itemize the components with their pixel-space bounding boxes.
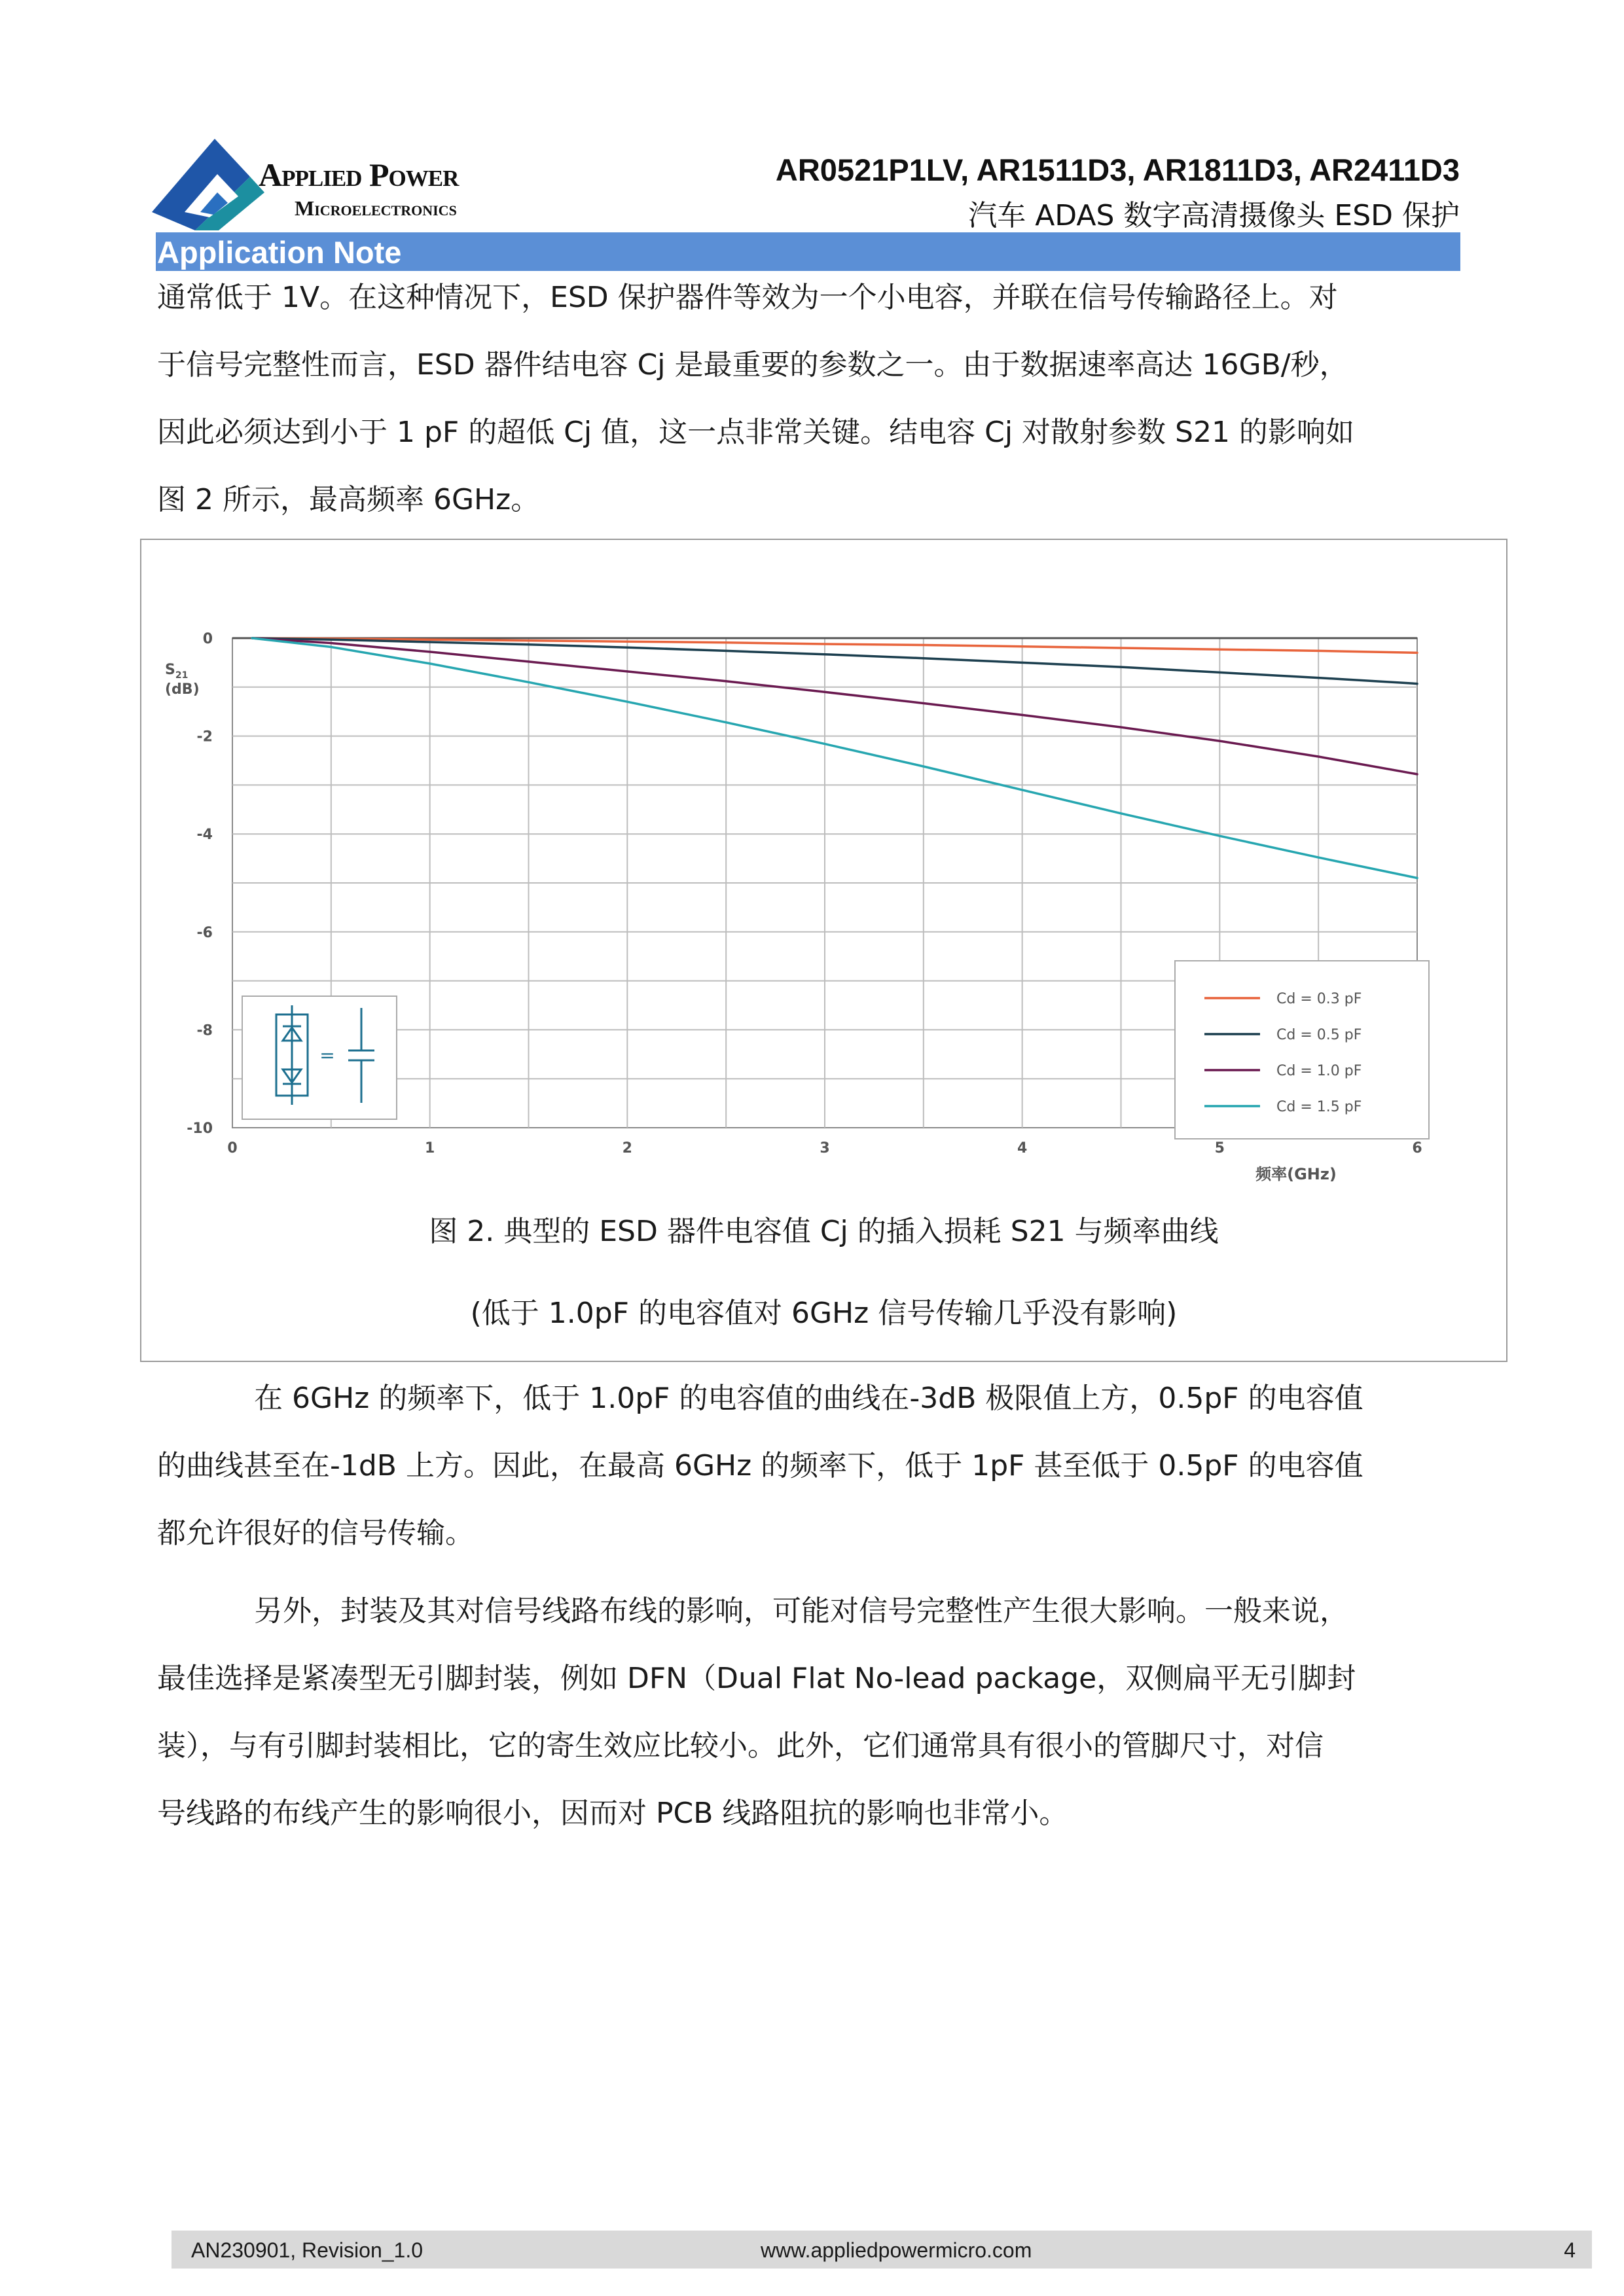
page-footer (171, 2231, 1592, 2269)
y-tick-label: -8 (196, 1022, 213, 1039)
x-tick-label: 1 (425, 1140, 435, 1157)
x-tick-label: 2 (622, 1140, 632, 1157)
chart-legend (1175, 961, 1429, 1139)
logo-diamond-blue (152, 139, 250, 230)
footer-page-number: 4 (1564, 2238, 1576, 2262)
paragraph-2 (157, 1365, 1460, 1567)
product-title: AR0521P1LV, AR1511D3, AR1811D3, AR2411D3 (775, 152, 1460, 187)
paragraph-1-line: 图 2 所示，最高频率 6GHz。 (157, 483, 540, 516)
product-subtitle: 汽车 ADAS 数字高清摄像头 ESD 保护 (968, 199, 1460, 232)
y-axis-label-main: S (165, 662, 175, 678)
company-name-line2: Microelectronics (295, 196, 457, 220)
paragraph-2-line: 的曲线甚至在-1dB 上方。因此，在最高 6GHz 的频率下，低于 1pF 甚至低于 0.5pF 的电容值 (157, 1449, 1363, 1482)
inset-esd-equivalent (242, 996, 397, 1119)
legend-entry: Cd = 1.5 pF (1276, 1099, 1362, 1115)
y-tick-label: 0 (202, 631, 213, 647)
figure-caption-line1: 图 2. 典型的 ESD 器件电容值 Cj 的插入损耗 S21 与频率曲线 (429, 1215, 1219, 1248)
s21-chart (151, 615, 1499, 1191)
legend-entry: Cd = 1.0 pF (1276, 1063, 1362, 1079)
paragraph-1 (157, 264, 1460, 533)
y-axis-label-sub: 21 (175, 670, 189, 681)
paragraph-3 (157, 1577, 1460, 1847)
y-tick-label: -6 (196, 924, 213, 941)
legend-entry: Cd = 0.5 pF (1276, 1027, 1362, 1043)
x-tick-label: 0 (227, 1140, 238, 1157)
x-tick-label: 5 (1214, 1140, 1225, 1157)
x-tick-label: 4 (1017, 1140, 1028, 1157)
series-line (252, 638, 1417, 774)
paragraph-1-line: 于信号完整性而言，ESD 器件结电容 Cj 是最重要的参数之一。由于数据速率高达 16GB/秒， (157, 348, 1348, 382)
x-tick-label: 6 (1412, 1140, 1422, 1157)
y-axis-label (165, 662, 188, 681)
x-tick-label: 3 (820, 1140, 830, 1157)
paragraph-2-line: 在 6GHz 的频率下，低于 1.0pF 的电容值的曲线在-3dB 极限值上方，0.5pF 的电容值 (254, 1382, 1363, 1415)
paragraph-1-line: 因此必须达到小于 1 pF 的超低 Cj 值，这一点非常关键。结电容 Cj 对散射参数 S21 的影响如 (157, 416, 1354, 449)
x-axis-label: 频率(GHz) (1255, 1165, 1337, 1183)
y-axis-unit: (dB) (165, 681, 200, 698)
chart-series (252, 638, 1417, 878)
section-label: Application Note (157, 235, 402, 270)
company-name-line1: Applied Power (259, 156, 459, 193)
paragraph-1-line: 通常低于 1V。在这种情况下，ESD 保护器件等效为一个小电容，并联在信号传输路径上。对 (157, 281, 1338, 314)
y-tick-label: -4 (196, 827, 213, 844)
paragraph-3-line: 另外，封装及其对信号线路布线的影响，可能对信号完整性产生很大影响。一般来说， (254, 1594, 1348, 1628)
paragraph-3-line: 装），与有引脚封装相比，它的寄生效应比较小。此外，它们通常具有很小的管脚尺寸，对信 (157, 1729, 1324, 1763)
y-tick-label: -2 (196, 728, 213, 745)
y-tick-label: -10 (187, 1121, 213, 1137)
inset-equals: = (319, 1045, 335, 1066)
paragraph-2-line: 都允许很好的信号传输。 (157, 1516, 474, 1550)
footer-doc-id: AN230901, Revision_1.0 (191, 2238, 424, 2262)
footer-website-link[interactable]: www.appliedpowermicro.com (761, 2238, 1032, 2262)
paragraph-3-line: 最佳选择是紧凑型无引脚封装，例如 DFN（Dual Flat No-lead package，双侧扁平无引脚封 (157, 1662, 1356, 1695)
paragraph-3-line: 号线路的布线产生的影响很小，因而对 PCB 线路阻抗的影响也非常小。 (157, 1797, 1068, 1830)
legend-entry: Cd = 0.3 pF (1276, 991, 1362, 1007)
figure-caption-line2: (低于 1.0pF 的电容值对 6GHz 信号传输几乎没有影响) (470, 1297, 1178, 1330)
